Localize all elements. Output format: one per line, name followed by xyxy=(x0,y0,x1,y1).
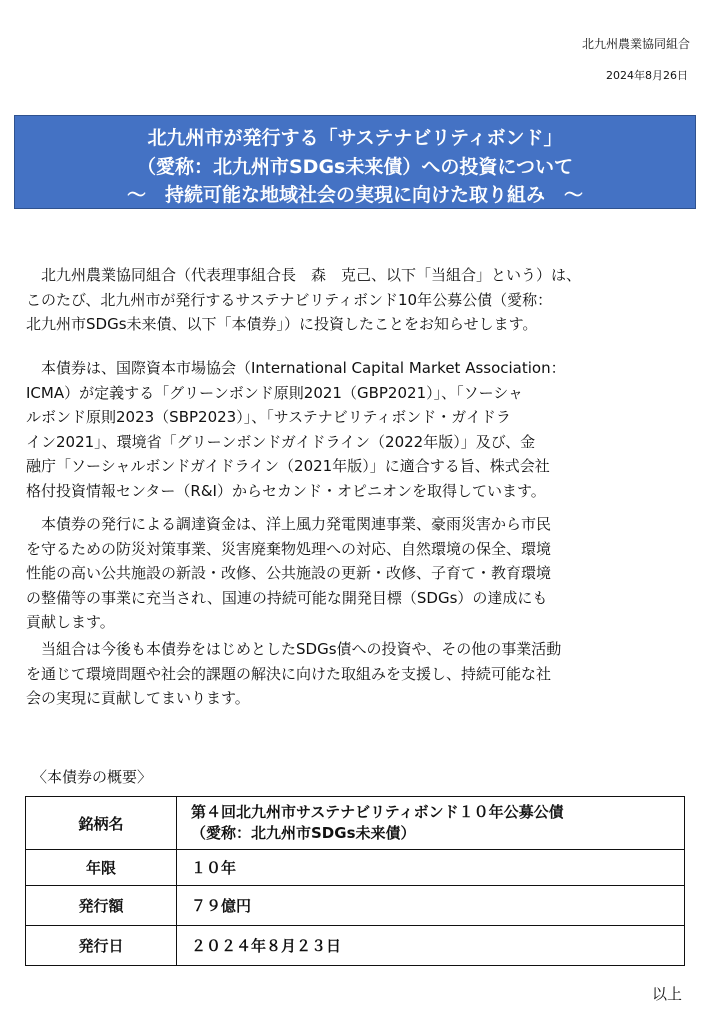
summary-heading: 〈本債券の概要〉 xyxy=(32,768,153,786)
paragraph-second-opinion xyxy=(26,356,690,503)
row-label-issue-amount: 発行額 xyxy=(26,886,177,926)
issue-name-line-2: （愛称：北九州市SDGs未来債） xyxy=(191,824,416,842)
paragraph-line: 融庁「ソーシャルボンドガイドライン（2021年版）」に適合する旨、株式会社 xyxy=(26,457,550,475)
row-value-issue-date: ２０２４年８月２３日 xyxy=(177,926,685,966)
title-line-3: ～ 持続可能な地域社会の実現に向けた取り組み ～ xyxy=(126,184,583,206)
paragraph-line: 北九州市SDGs未来債、以下「本債券」）に投資したことをお知らせします。 xyxy=(26,315,538,333)
row-label-term: 年限 xyxy=(26,850,177,886)
paragraph-line: 北九州農業協同組合（代表理事組合長 森 克己、以下「当組合」という）は、 xyxy=(41,266,582,284)
issue-name-line-1: 第４回北九州市サステナビリティボンド１０年公募公債 xyxy=(191,803,564,821)
organization-name: 北九州農業協同組合 xyxy=(581,37,690,51)
row-label-issue-name: 銘柄名 xyxy=(26,797,177,850)
table-row xyxy=(26,886,685,926)
paragraph-line: 本債券は、国際資本市場協会（International Capital Market Association： xyxy=(41,359,566,377)
paragraph-line: 貢献します。 xyxy=(26,613,115,631)
paragraph-line: 当組合は今後も本債券をはじめとしたSDGs債への投資や、その他の事業活動 xyxy=(41,640,562,658)
table-row xyxy=(26,850,685,886)
row-value-term: １０年 xyxy=(177,850,685,886)
paragraph-investment-announcement xyxy=(26,263,690,337)
paragraph-future-commitment xyxy=(26,637,690,711)
row-value-issue-amount: ７９億円 xyxy=(177,886,685,926)
closing-mark: 以上 xyxy=(651,985,682,1003)
paragraph-line: 会の実現に貢献してまいります。 xyxy=(26,689,250,707)
title-line-2: （愛称：北九州市SDGs未来債）への投資について xyxy=(137,156,573,178)
title-line-1: 北九州市が発行する「サステナビリティボンド」 xyxy=(147,127,563,149)
paragraph-line: を守るための防災対策事業、災害廃棄物処理への対応、自然環境の保全、環境 xyxy=(26,539,552,558)
paragraph-line: を通じて環境問題や社会的課題の解決に向けた取組みを支援し、持続可能な社 xyxy=(26,664,552,683)
row-value-issue-name xyxy=(177,797,685,850)
table-row xyxy=(26,797,685,850)
paragraph-line: このたび、北九州市が発行するサステナビリティボンド10年公募公債（愛称： xyxy=(26,290,553,309)
paragraph-line: イン2021」、環境省「グリーンボンドガイドライン（2022年版）」及び、金 xyxy=(26,432,536,451)
document-date: 2024年8月26日 xyxy=(606,69,688,82)
row-label-issue-date: 発行日 xyxy=(26,926,177,966)
table-row xyxy=(26,926,685,966)
paragraph-line: 性能の高い公共施設の新設・改修、公共施設の更新・改修、子育て・教育環境 xyxy=(26,564,552,582)
paragraph-line: ICMA）が定義する「グリーンボンド原則2021（GBP2021）」、「ソーシャ xyxy=(26,383,524,402)
paragraph-line: 格付投資情報センター（R&I）からセカンド・オピニオンを取得しています。 xyxy=(26,481,546,500)
paragraph-line: の整備等の事業に充当され、国連の持続可能な開発目標（SDGs）の達成にも xyxy=(26,588,548,607)
paragraph-use-of-proceeds xyxy=(26,512,690,635)
bond-summary-table xyxy=(25,796,685,966)
title-banner xyxy=(14,115,696,209)
paragraph-line: 本債券の発行による調達資金は、洋上風力発電関連事業、豪雨災害から市民 xyxy=(41,515,552,533)
paragraph-line: ルボンド原則2023（SBP2023）」、「サステナビリティボンド・ガイドラ xyxy=(26,408,511,426)
